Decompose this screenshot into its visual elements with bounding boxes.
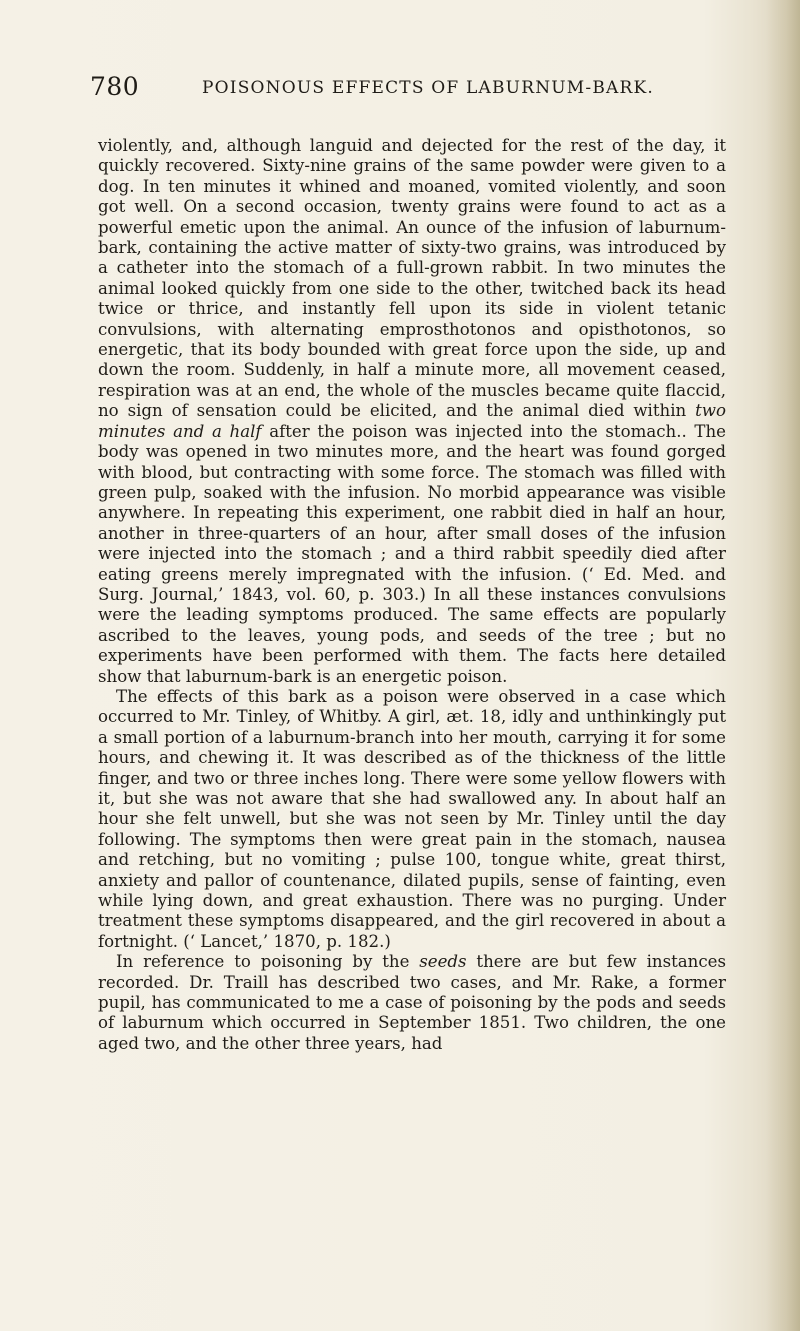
paragraph-3-text-b: there are but few instances recorded. Dr. Traill has described two cases, and Mr. Rake, a former pupil, has communicated to me a case of poisoning by the pods and seeds of laburnum which occurred in September 1851. Two children, the one aged two, and the other three years, had	[98, 952, 726, 1053]
paragraph-3-italic: seeds	[419, 952, 467, 972]
page-edge-shadow	[766, 0, 800, 1331]
paragraph-3	[98, 952, 726, 1054]
paragraph-3-text-a: In reference to poisoning by the	[116, 952, 420, 972]
paragraph-1-text-b: after the poison was injected into the stomach.. The body was opened in two minutes more, and the heart was found gorged with blood, but contracting with some force. The stomach was filled with green pulp, soaked with the infusion. No morbid appearance was visible anywhere. In repeating this experiment, one rabbit died in half an hour, another in three-quarters of an hour, after small doses of the infusion were injected into the stomach ; and a third rabbit speedily died after eating greens merely impregnated with the infusion. (‘ Ed. Med. and Surg. Journal,’ 1843, vol. 60, p. 303.) In all these instances convulsions were the leading symptoms produced. The same effects are popularly ascribed to the leaves, young pods, and seeds of the tree ; but no experiments have been performed with them. The facts here detailed show that laburnum-bark is an energetic poison.	[98, 421, 726, 686]
paragraph-2	[98, 687, 726, 952]
running-head: POISONOUS EFFECTS OF LABURNUM-BARK.	[202, 78, 655, 98]
body-text	[98, 136, 726, 1276]
page-header	[90, 72, 740, 106]
paragraph-1	[98, 136, 726, 687]
paragraph-1-text-a: violently, and, although languid and dejected for the rest of the day, it quickly recovered. Sixty-nine grains of the same powder were given to a dog. In ten minutes it whined and moaned, vomited violently, and soon got well. On a second occasion, twenty grains were found to act as a powerful emetic upon the animal. An ounce of the infusion of laburnum-bark, containing the active matter of sixty-two grains, was introduced by a catheter into the stomach of a full-grown rabbit. In two minutes the animal looked quickly from one side to the other, twitched back its head twice or thrice, and instantly fell upon its side in violent tetanic convulsions, with alternating emprosthotonos and opisthotonos, so energetic, that its body bounded with great force upon the side, up and down the room. Suddenly, in half a minute more, all movement ceased, respiration was at an end, the whole of the muscles became quite flaccid, no sign of sensation could be elicited, and the animal died within	[98, 136, 726, 421]
paragraph-2-text: The effects of this bark as a poison were observed in a case which occurred to Mr. Tinley, of Whitby. A girl, æt. 18, idly and unthinkingly put a small portion of a laburnum-branch into her mouth, carrying it for some hours, and chewing it. It was described as of the thickness of the little finger, and two or three inches long. There were some yellow flowers with it, but she was not aware that she had swallowed any. In about half an hour she felt unwell, but she was not seen by Mr. Tinley until the day following. The symptoms then were great pain in the stomach, nausea and retching, but no vomiting ; pulse 100, tongue white, great thirst, anxiety and pallor of countenance, dilated pupils, sense of fainting, even while lying down, and great exhaustion. There was no purging. Under treatment these symptoms disappeared, and the girl recovered in about a fortnight. (‘ Lancet,’ 1870, p. 182.)	[98, 686, 726, 951]
page-number: 780	[90, 72, 140, 101]
paragraph-1-italic: two minutes and a half	[98, 401, 726, 441]
